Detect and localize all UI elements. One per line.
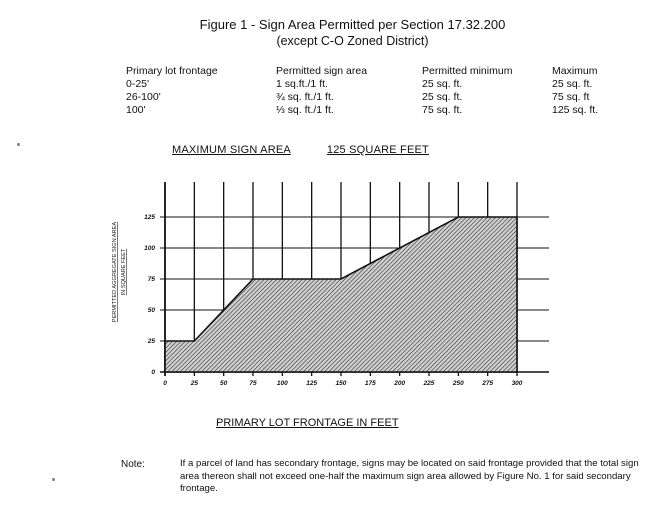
y-tick-label: 25 [147, 338, 155, 345]
table-cell: 25 sq. ft. [552, 78, 593, 90]
table-cell: ⅓ sq. ft./1 ft. [276, 104, 334, 116]
x-tick-label: 50 [220, 380, 228, 387]
x-tick-label: 275 [482, 380, 494, 387]
table-cell: 0-25' [126, 78, 150, 90]
figure-title: Figure 1 - Sign Area Permitted per Section 17.32.200 [199, 17, 506, 32]
x-tick-label: 300 [511, 380, 523, 387]
y-axis-title: PERMITTED AGGREGATE SIGN AREA [112, 221, 118, 323]
figure-subtitle: (except C-O Zoned District) [276, 34, 429, 48]
y-tick-label: 0 [151, 369, 155, 376]
chart-heading-label: MAXIMUM SIGN AREA [172, 144, 291, 156]
y-axis-title: IN SQUARE FEET [121, 248, 127, 296]
header-lot-frontage: Primary lot frontage [126, 65, 218, 77]
x-tick-label: 250 [452, 380, 464, 387]
x-tick-label: 150 [335, 380, 347, 387]
scan-speck [52, 478, 55, 481]
table-cell: 25 sq. ft. [422, 78, 463, 90]
y-tick-label: 100 [144, 245, 155, 252]
table-cell: 25 sq. ft. [422, 91, 463, 103]
x-tick-label: 225 [423, 380, 435, 387]
x-tick-label: 100 [276, 380, 288, 387]
chart-heading-value: 125 SQUARE FEET [326, 144, 429, 156]
y-tick-label: 125 [144, 214, 155, 221]
header-sign-area: Permitted sign area [276, 65, 368, 77]
scan-speck [17, 143, 20, 146]
x-tick-label: 25 [190, 380, 198, 387]
x-tick-label: 200 [394, 380, 406, 387]
x-axis-title: PRIMARY LOT FRONTAGE IN FEET [216, 417, 399, 429]
table-cell: 75 sq. ft. [422, 104, 463, 116]
x-tick-label: 175 [364, 380, 376, 387]
table-cell: 100' [126, 104, 146, 116]
note-label: Note: [121, 459, 145, 470]
table-cell: ¾ sq. ft./1 ft. [276, 91, 334, 103]
y-tick-label: 50 [147, 307, 155, 314]
table-cell: 75 sq. ft [552, 91, 590, 103]
x-tick-label: 0 [163, 380, 167, 387]
note-text: If a parcel of land has secondary frontage, signs may be located on said frontage provided that the total sign area thereon shall not exceed one-half the maximum sign area allowed by Figure No. 1 for said secondary frontage. [180, 458, 639, 494]
header-maximum: Maximum [552, 65, 598, 77]
table-cell: 125 sq. ft. [552, 104, 599, 116]
x-tick-label: 75 [249, 380, 257, 387]
header-minimum: Permitted minimum [422, 65, 513, 77]
table-cell: 1 sq.ft./1 ft. [276, 78, 328, 90]
x-tick-label: 125 [306, 380, 318, 387]
table-cell: 26-100' [126, 91, 161, 103]
y-tick-label: 75 [147, 276, 155, 283]
